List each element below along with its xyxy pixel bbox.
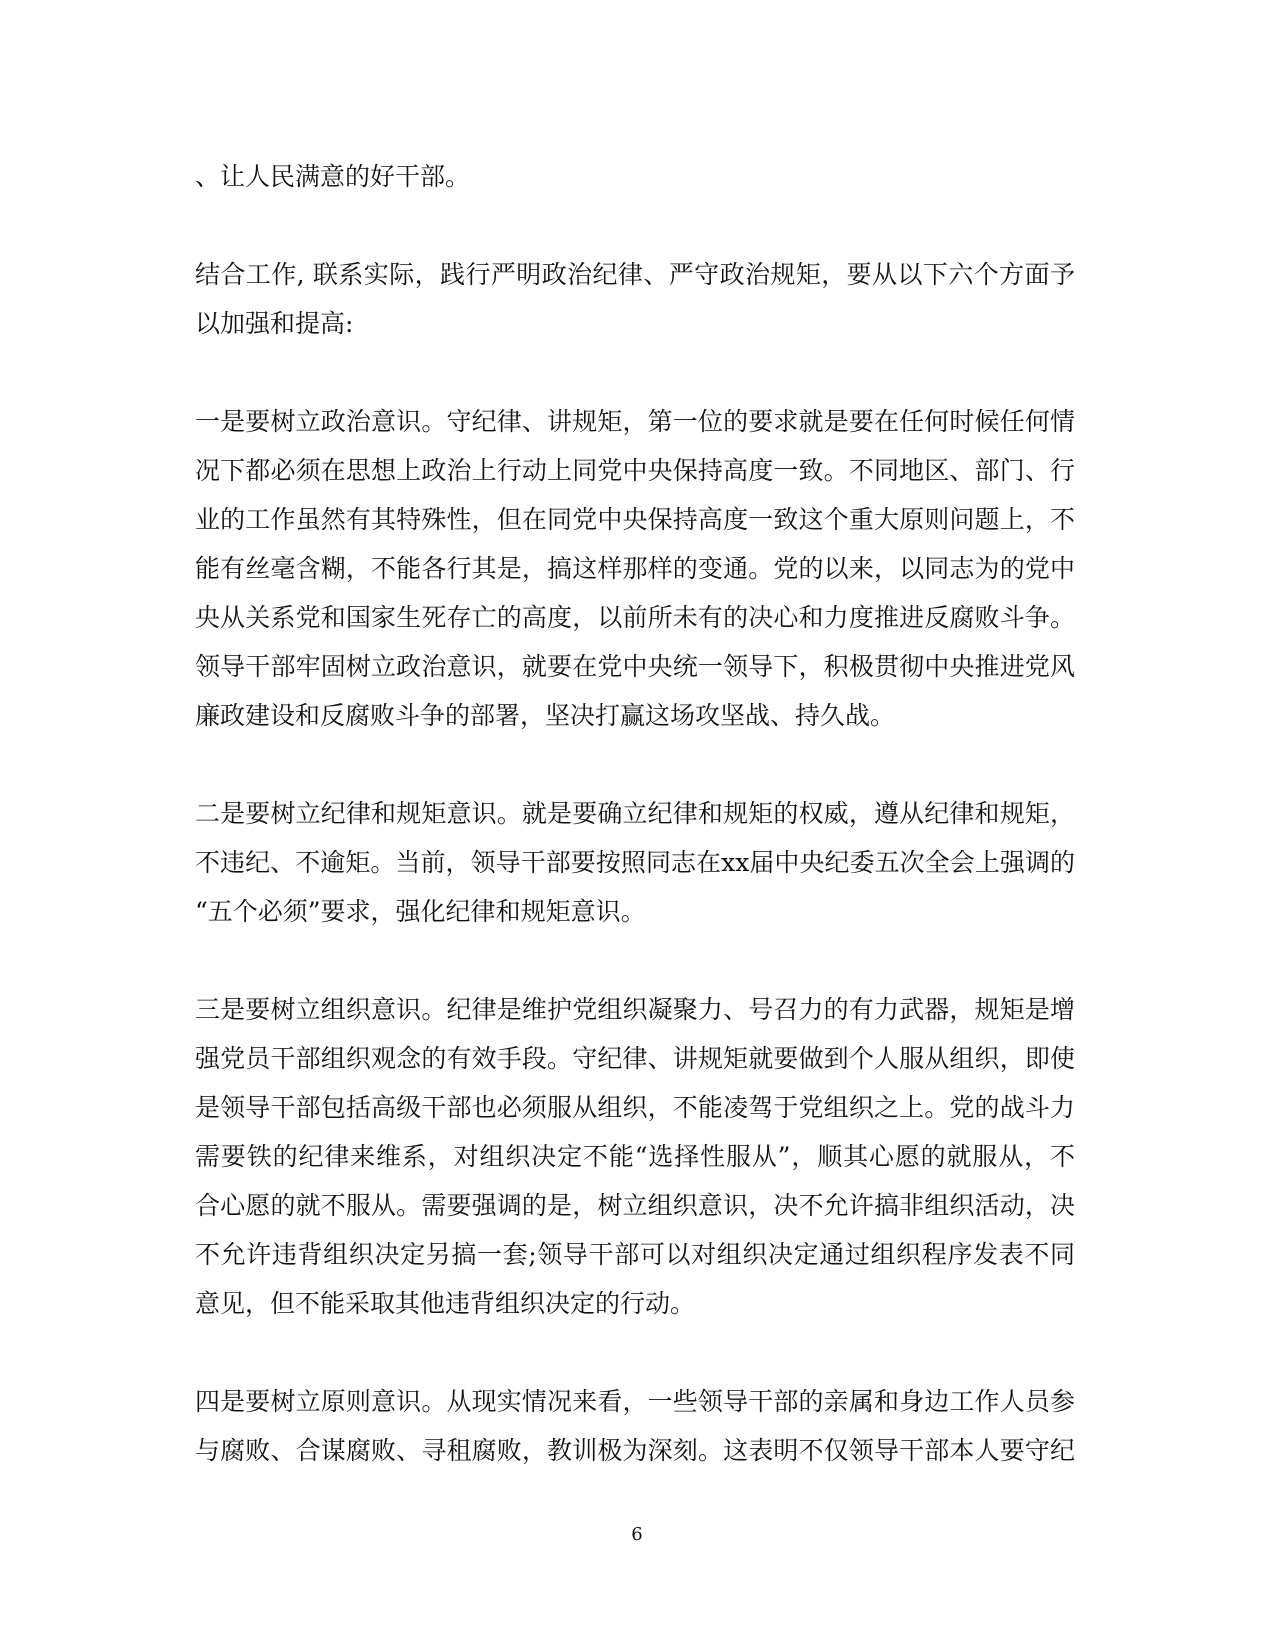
text-line: 需要铁的纪律来维系，对组织决定不能“选择性服从”，顺其心愿的就服从，不 — [195, 1142, 1075, 1171]
paragraph — [195, 152, 1075, 201]
text-line: 二是要树立纪律和规矩意识。就是要确立纪律和规矩的权威，遵从纪律和规矩， — [195, 799, 1075, 828]
text-line: 是领导干部包括高级干部也必须服从组织，不能凌驾于党组织之上。党的战斗力 — [195, 1093, 1075, 1122]
document-body — [195, 152, 1075, 1475]
text-line: 不允许违背组织决定另搞一套;领导干部可以对组织决定通过组织程序发表不同 — [195, 1240, 1075, 1269]
page-number: 6 — [631, 1524, 643, 1545]
paragraph — [195, 397, 1075, 740]
text-line: 结合工作, 联系实际，践行严明政治纪律、严守政治规矩，要从以下六个方面予 — [195, 260, 1075, 289]
text-line: 合心愿的就不服从。需要强调的是，树立组织意识，决不允许搞非组织活动，决 — [195, 1191, 1075, 1220]
text-line: 意见，但不能采取其他违背组织决定的行动。 — [195, 1289, 696, 1318]
text-line: 三是要树立组织意识。纪律是维护党组织凝聚力、号召力的有力武器，规矩是增 — [195, 995, 1075, 1024]
text-line: 与腐败、合谋腐败、寻租腐败，教训极为深刻。这表明不仅领导干部本人要守纪 — [195, 1436, 1075, 1465]
text-line: 央从关系党和国家生死存亡的高度，以前所未有的决心和力度推进反腐败斗争。 — [195, 603, 1075, 632]
paragraph — [195, 1377, 1075, 1475]
text-line: 能有丝毫含糊，不能各行其是，搞这样那样的变通。党的以来，以同志为的党中 — [195, 554, 1075, 583]
text-line: 强党员干部组织观念的有效手段。守纪律、讲规矩就要做到个人服从组织，即使 — [195, 1044, 1075, 1073]
paragraph — [195, 985, 1075, 1328]
text-line: 以加强和提高: — [195, 309, 354, 338]
text-line: 不违纪、不逾矩。当前，领导干部要按照同志在xx届中央纪委五次全会上强调的 — [195, 848, 1075, 877]
text-line: “五个必须”要求，强化纪律和规矩意识。 — [195, 897, 646, 926]
text-line: 、让人民满意的好干部。 — [195, 162, 471, 191]
text-line: 业的工作虽然有其特殊性，但在同党中央保持高度一致这个重大原则问题上，不 — [195, 505, 1075, 534]
text-line: 况下都必须在思想上政治上行动上同党中央保持高度一致。不同地区、部门、行 — [195, 456, 1075, 485]
text-line: 廉政建设和反腐败斗争的部署，坚决打赢这场攻坚战、持久战。 — [195, 701, 896, 730]
paragraph — [195, 250, 1075, 348]
text-line: 一是要树立政治意识。守纪律、讲规矩，第一位的要求就是要在任何时候任何情 — [195, 407, 1075, 436]
text-line: 领导干部牢固树立政治意识，就要在党中央统一领导下，积极贯彻中央推进党风 — [195, 652, 1075, 681]
text-line: 四是要树立原则意识。从现实情况来看，一些领导干部的亲属和身边工作人员参 — [195, 1387, 1075, 1416]
paragraph — [195, 789, 1075, 936]
